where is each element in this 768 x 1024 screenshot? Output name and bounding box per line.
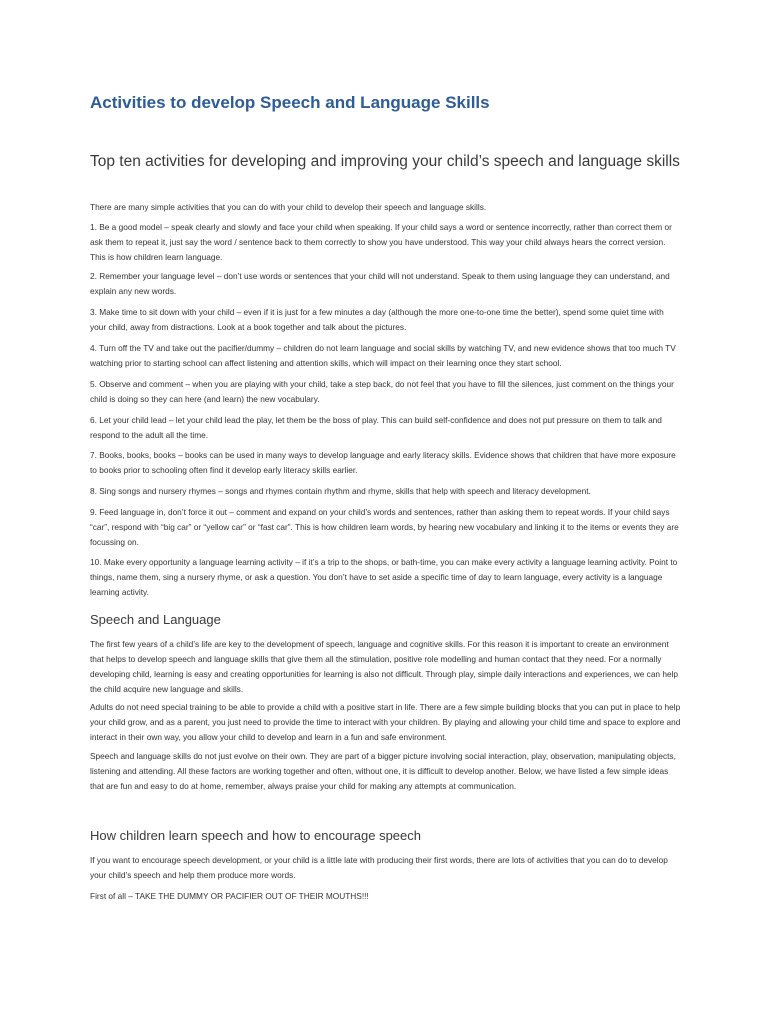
activity-7: 7. Books, books, books – books can be used in many ways to develop language and early literacy skills. Evidence shows that children that have more exposure to books prior to schooling often find it develop early literacy skills earlier. [90, 450, 676, 475]
speech-language-paragraph-2: Adults do not need special training to be able to provide a child with a positive start in life. There are a few simple building blocks that you can put in place to help your child grow, and as a parent, you just need to provide the time to interact with your children. By playing and allowing your child time and space to explore and interact in their own way, you allow your child to develop and learn in a fun and safe environment. [90, 702, 681, 742]
activity-6: 6. Let your child lead – let your child lead the play, let them be the boss of play. This can build self-confidence and does not put pressure on them to talk and respond to the adult all the time. [90, 415, 662, 440]
activity-8: 8. Sing songs and nursery rhymes – songs and rhymes contain rhythm and rhyme, skills that help with speech and literacy development. [90, 486, 591, 496]
page-title: Activities to develop Speech and Language Skills [90, 93, 490, 112]
activity-1: 1. Be a good model – speak clearly and slowly and face your child when speaking. If your child says a word or sentence incorrectly, rather than correct them or ask them to repeat it, just say the word / sentence back to them correctly to show you have understood. This way your child always hears the correct version. This is how children learn language. [90, 222, 672, 262]
activity-2: 2. Remember your language level – don’t use words or sentences that your child will not understand. Speak to them using language they can understand, and explain any new words. [90, 271, 670, 296]
speech-language-paragraph-3: Speech and language skills do not just evolve on their own. They are part of a bigger picture involving social interaction, play, observation, manipulating objects, listening and attending. All these factors are working together and often, without one, it is difficult to develop another. Below, we have listed a few simple ideas that are fun and easy to do at home, remember, always praise your child for making any attempts at communication. [90, 751, 676, 791]
speech-language-paragraph-1: The first few years of a child’s life are key to the development of speech, language and cognitive skills. For this reason it is important to create an environment that helps to develop speech and language skills that give them all the stimulation, positive role modelling and human contact that they need. For a normally developing child, learning is easy and creating opportunities for learning is also not difficult. Through play, simple daily interactions and experiences, we can help the child acquire new language and skills. [90, 639, 679, 694]
activity-5: 5. Observe and comment – when you are playing with your child, take a step back, do not feel that you have to fill the silences, just comment on the things your child is doing so they can here (and learn) the new vocabulary. [90, 379, 674, 404]
how-children-learn-paragraph-2: First of all – TAKE THE DUMMY OR PACIFIER OUT OF THEIR MOUTHS!!! [90, 891, 369, 901]
section-heading-speech-language: Speech and Language [90, 612, 221, 627]
activity-10: 10. Make every opportunity a language learning activity – if it’s a trip to the shops, or bath-time, you can make every activity a language learning activity. Point to things, name them, sing a nursery rhyme, or ask a question. You don’t have to set aside a specific time of day to learn language, every activity is a language learning activity. [90, 557, 678, 597]
activity-9: 9. Feed language in, don’t force it out – comment and expand on your child’s words and sentences, rather than asking them to repeat words. If your child says “car”, respond with “big car” or “yellow car” or “fast car”. This is how children learn words, by hearing new vocabulary and linking it to the items or events they are focussing on. [90, 507, 679, 547]
activity-3: 3. Make time to sit down with your child – even if it is just for a few minutes a day (although the more one-to-one time the better), spend some quiet time with your child, away from distractions. Look at a book together and talk about the pictures. [90, 307, 664, 332]
section-heading-how-children-learn: How children learn speech and how to encourage speech [90, 828, 421, 843]
intro-paragraph: There are many simple activities that you can do with your child to develop their speech and language skills. [90, 202, 487, 212]
page-subtitle: Top ten activities for developing and improving your child’s speech and language skills [90, 153, 680, 170]
how-children-learn-paragraph-1: If you want to encourage speech development, or your child is a little late with producing their first words, there are lots of activities that you can do to develop your child’s speech and help them produce more words. [90, 855, 668, 880]
activity-4: 4. Turn off the TV and take out the pacifier/dummy – children do not learn language and social skills by watching TV, and new evidence shows that too much TV watching prior to starting school can affect listening and attention skills, which will impact on their learning once they start school. [90, 343, 676, 368]
